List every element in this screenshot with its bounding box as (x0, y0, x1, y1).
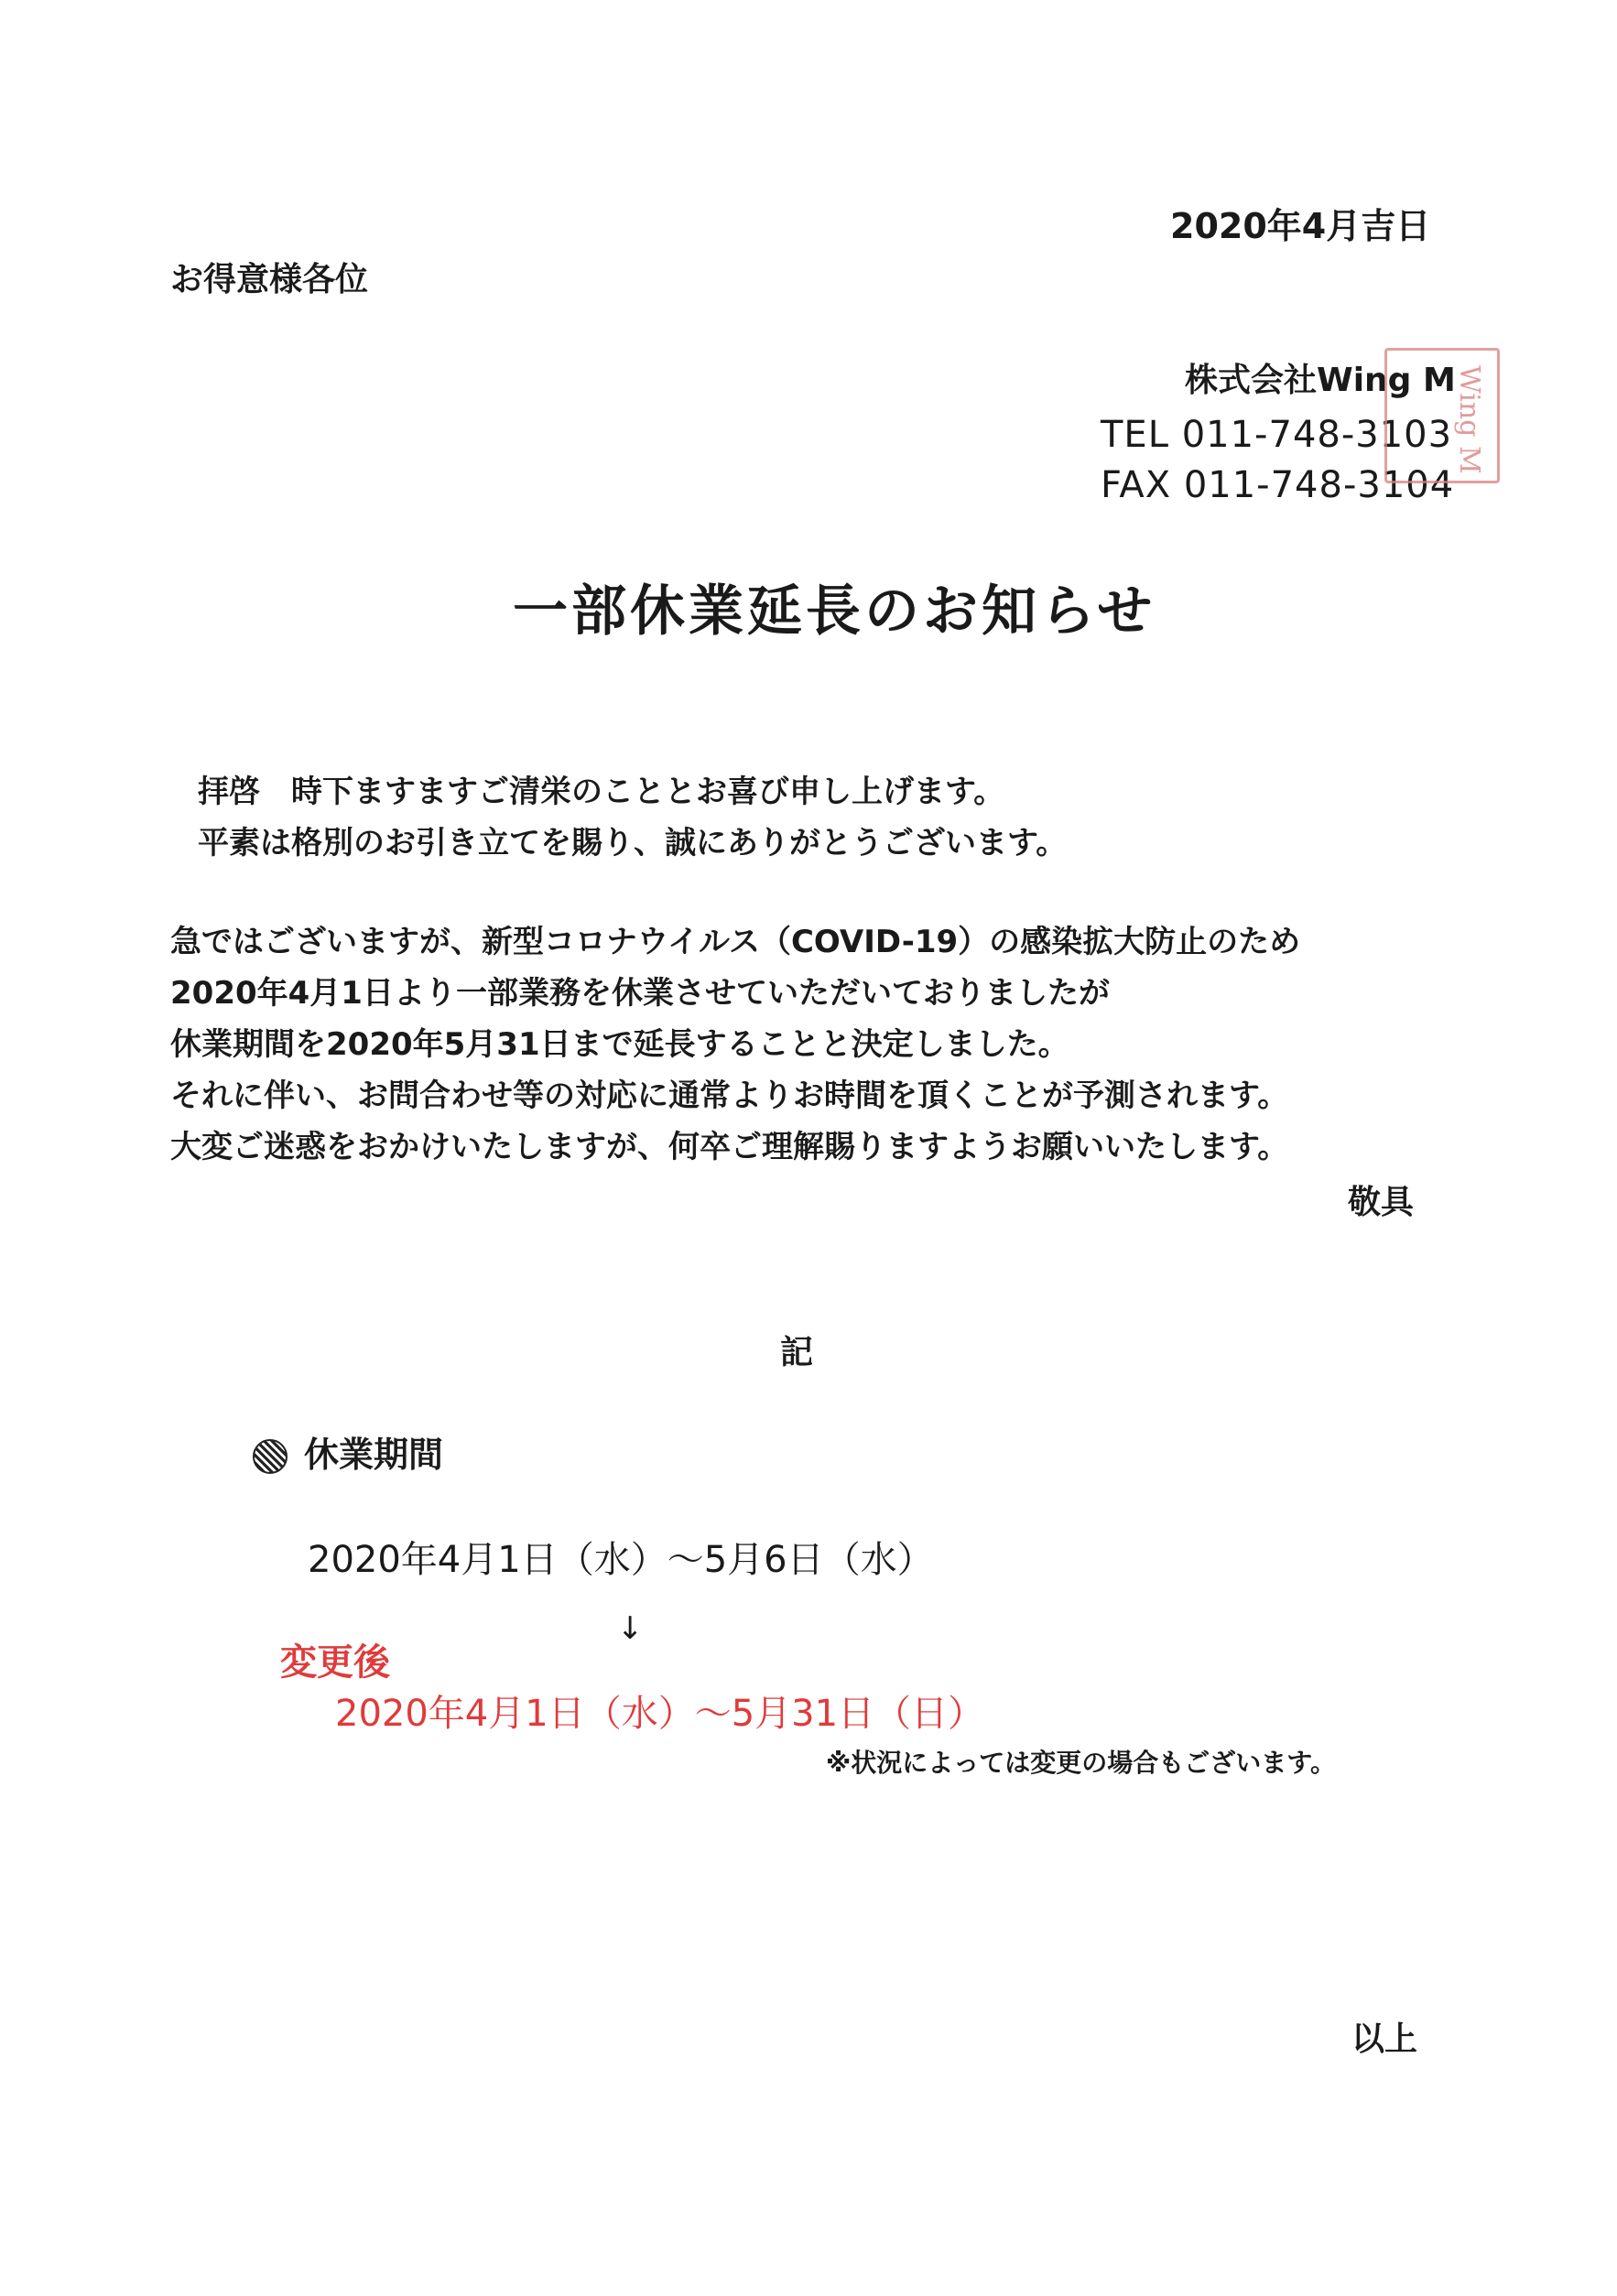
body-line-3: 休業期間を2020年5月31日まで延長することと決定しました。 (170, 1026, 1069, 1063)
changed-label: 変更後 (280, 1641, 390, 1684)
body-line-2: 2020年4月1日より一部業務を休業させていただいておりましたが (170, 975, 1110, 1012)
company-tel: TEL 011-748-3103 (1101, 414, 1453, 456)
new-period: 2020年4月1日（水）～5月31日（日） (335, 1693, 985, 1735)
change-note: ※状況によっては変更の場合もございます。 (826, 1748, 1336, 1778)
greeting-line-1: 拝啓 時下ますますご清栄のこととお喜び申し上げます。 (198, 774, 1005, 810)
document-date: 2020年4月吉日 (1170, 206, 1431, 246)
end-ijou: 以上 (1351, 2020, 1418, 2058)
greeting-line-2: 平素は格別のお引き立てを賜り、誠にありがとうございます。 (198, 825, 1068, 861)
closing-keigu: 敬具 (1348, 1184, 1415, 1221)
company-name: 株式会社Wing M (1185, 362, 1456, 399)
body-line-4: それに伴い、お問合わせ等の対応に通常よりお時間を頂くことが予測されます。 (170, 1078, 1289, 1114)
company-seal-stamp (1384, 348, 1500, 483)
down-arrow-icon: ↓ (617, 1610, 644, 1647)
stamp-text: Wing M (1453, 365, 1485, 474)
body-line-1: 急ではございますが、新型コロナウイルス（COVID-19）の感染拡大防止のため (170, 924, 1301, 960)
original-period: 2020年4月1日（水）～5月6日（水） (308, 1539, 934, 1581)
company-fax: FAX 011-748-3104 (1101, 464, 1455, 506)
ki-heading: 記 (780, 1334, 814, 1371)
hatched-circle-bullet-icon (253, 1439, 288, 1474)
body-line-5: 大変ご迷惑をおかけいたしますが、何卒ご理解賜りますようお願いいたします。 (170, 1129, 1289, 1165)
addressee: お得意様各位 (170, 261, 369, 298)
document-title: 一部休業延長のお知らせ (513, 579, 1156, 644)
closure-period-label: 休業期間 (304, 1435, 444, 1475)
